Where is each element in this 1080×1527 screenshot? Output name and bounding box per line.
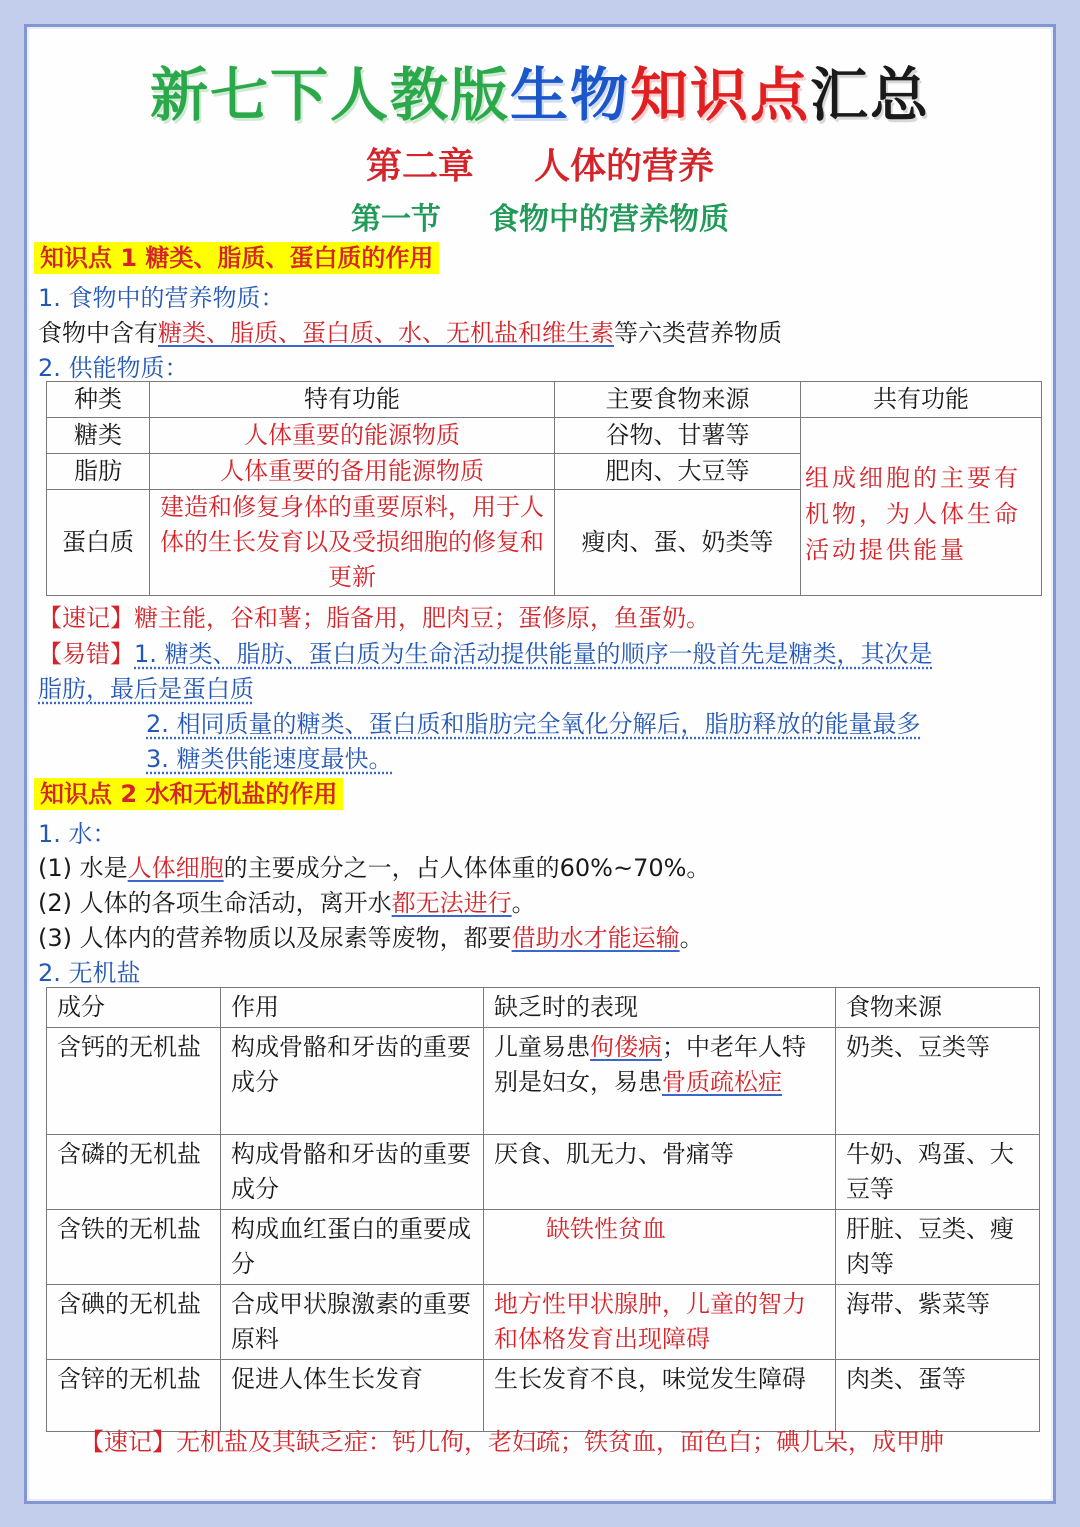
table-cell: 人体重要的能源物质 <box>150 418 555 454</box>
memo-tag: 【速记】 <box>38 604 134 632</box>
chapter-number: 第二章 <box>365 146 474 187</box>
table-cell: 含磷的无机盐 <box>47 1135 221 1210</box>
kp1-line1-suffix: 等六类营养物质 <box>614 319 782 347</box>
page-title <box>0 48 1080 132</box>
kp2-heading: 知识点 2 水和无机盐的作用 <box>34 778 343 810</box>
table-cell: 脂肪 <box>47 454 150 490</box>
table-row <box>47 1135 1040 1210</box>
table-cell: 肉类、蛋等 <box>836 1360 1040 1432</box>
highlight: 骨质疏松症 <box>662 1068 782 1096</box>
section-number: 第一节 <box>351 202 441 237</box>
kp1-nutrients-line <box>38 313 782 348</box>
section-heading <box>0 194 1080 238</box>
text: 。 <box>679 924 704 952</box>
energy-table <box>46 381 1042 596</box>
section-name: 食物中的营养物质 <box>489 202 729 237</box>
kp1-line1-highlight: 糖类、脂质、蛋白质、水、无机盐和维生素 <box>158 319 614 347</box>
memo-text: 糖主能，谷和薯；脂备用，肥肉豆；蛋修原，鱼蛋奶。 <box>134 604 710 632</box>
error-text: 3. 糖类供能速度最快。 <box>146 745 393 773</box>
table-cell: 瘦肉、蛋、奶类等 <box>555 490 801 596</box>
kp1-subheading-1: 1. 食物中的营养物质： <box>38 284 285 312</box>
kp1-heading-row <box>34 238 439 273</box>
table-cell: 肥肉、大豆等 <box>555 454 801 490</box>
table-header: 共有功能 <box>801 382 1042 418</box>
chapter-name: 人体的营养 <box>534 146 715 187</box>
highlight: 佝偻病 <box>590 1033 662 1061</box>
table-cell: 含锌的无机盐 <box>47 1360 221 1432</box>
table-cell: 牛奶、鸡蛋、大豆等 <box>836 1135 1040 1210</box>
title-part-2: 生物 <box>509 61 630 129</box>
table-header: 缺乏时的表现 <box>484 988 836 1028</box>
kp2-heading-row <box>34 774 343 809</box>
title-part-1: 新七下人教版 <box>149 61 510 129</box>
table-header: 种类 <box>47 382 150 418</box>
kp2-memo <box>80 1422 944 1457</box>
table-cell: 谷物、甘薯等 <box>555 418 801 454</box>
text: 儿童易患 <box>494 1033 590 1061</box>
memo-tag: 【速记】 <box>80 1428 176 1456</box>
water-line-2 <box>38 883 536 918</box>
table-cell: 构成血红蛋白的重要成分 <box>221 1210 484 1285</box>
text: 的主要成分之一，占人体体重的60%~70%。 <box>223 854 711 882</box>
table-cell: 建造和修复身体的重要原料，用于人体的生长发育以及受损细胞的修复和更新 <box>150 490 555 596</box>
shared-function-cell: 组成细胞的主要有机物，为人体生命活动提供能量 <box>801 418 1042 596</box>
table-header: 成分 <box>47 988 221 1028</box>
table-cell: 地方性甲状腺肿，儿童的智力和体格发育出现障碍 <box>484 1285 836 1360</box>
table-row <box>47 1285 1040 1360</box>
table-header-row <box>47 382 1042 418</box>
table-cell: 肝脏、豆类、瘦肉等 <box>836 1210 1040 1285</box>
table-cell: 蛋白质 <box>47 490 150 596</box>
kp1-heading: 知识点 1 糖类、脂质、蛋白质的作用 <box>34 242 439 274</box>
table-row <box>47 1028 1040 1135</box>
table-cell <box>484 1028 836 1135</box>
table-header-row <box>47 988 1040 1028</box>
text: (3) 人体内的营养物质以及尿素等废物，都要 <box>38 924 512 952</box>
table-cell: 构成骨骼和牙齿的重要成分 <box>221 1135 484 1210</box>
highlight: 借助水才能运输 <box>511 924 680 952</box>
error-text: 2. 相同质量的糖类、蛋白质和脂肪完全氧化分解后，脂肪释放的能量最多 <box>146 710 921 738</box>
kp1-subheading-2: 2. 供能物质： <box>38 354 189 382</box>
table-cell: 生长发育不良，味觉发生障碍 <box>484 1360 836 1432</box>
water-line-1 <box>38 848 710 883</box>
kp1-line1-prefix: 食物中含有 <box>38 319 158 347</box>
table-cell: 构成骨骼和牙齿的重要成分 <box>221 1028 484 1135</box>
table-cell: 奶类、豆类等 <box>836 1028 1040 1135</box>
highlight: 人体细胞 <box>127 854 224 882</box>
text: (2) 人体的各项生命活动，离开水 <box>38 889 392 917</box>
table-row <box>47 418 1042 454</box>
kp2-subheading-1: 1. 水： <box>38 820 117 848</box>
kp1-memo <box>38 598 710 633</box>
error-tag: 【易错】 <box>38 640 134 668</box>
table-header: 食物来源 <box>836 988 1040 1028</box>
text: 。 <box>511 889 536 917</box>
table-header: 作用 <box>221 988 484 1028</box>
table-cell: 含碘的无机盐 <box>47 1285 221 1360</box>
memo-text: 无机盐及其缺乏症：钙儿佝，老妇疏；铁贫血，面色白；碘儿呆，成甲肿 <box>176 1428 944 1456</box>
table-cell: 厌食、肌无力、骨痛等 <box>484 1135 836 1210</box>
table-row <box>47 1210 1040 1285</box>
error-text: 脂肪，最后是蛋白质 <box>38 675 254 703</box>
title-part-4: 汇总 <box>810 61 931 129</box>
table-cell: 含铁的无机盐 <box>47 1210 221 1285</box>
kp1-error-line-1 <box>38 634 933 669</box>
table-cell: 人体重要的备用能源物质 <box>150 454 555 490</box>
title-part-3: 知识点 <box>630 61 811 129</box>
table-cell: 含钙的无机盐 <box>47 1028 221 1135</box>
table-cell: 缺铁性贫血 <box>484 1210 836 1285</box>
table-cell: 糖类 <box>47 418 150 454</box>
table-header: 主要食物来源 <box>555 382 801 418</box>
table-header: 特有功能 <box>150 382 555 418</box>
mineral-table <box>46 987 1040 1432</box>
highlight: 都无法进行 <box>391 889 512 917</box>
text: ；中老年人特别是妇女，易患 <box>494 1033 806 1096</box>
error-text: 1. 糖类、脂肪、蛋白质为生命活动提供能量的顺序一般首先是糖类，其次是 <box>134 640 933 668</box>
table-cell: 合成甲状腺激素的重要原料 <box>221 1285 484 1360</box>
chapter-heading <box>0 138 1080 189</box>
table-cell: 海带、紫菜等 <box>836 1285 1040 1360</box>
kp2-subheading-2: 2. 无机盐 <box>38 959 141 987</box>
table-row <box>47 1360 1040 1432</box>
text: (1) 水是 <box>38 854 128 882</box>
table-cell: 促进人体生长发育 <box>221 1360 484 1432</box>
water-line-3 <box>38 918 704 953</box>
